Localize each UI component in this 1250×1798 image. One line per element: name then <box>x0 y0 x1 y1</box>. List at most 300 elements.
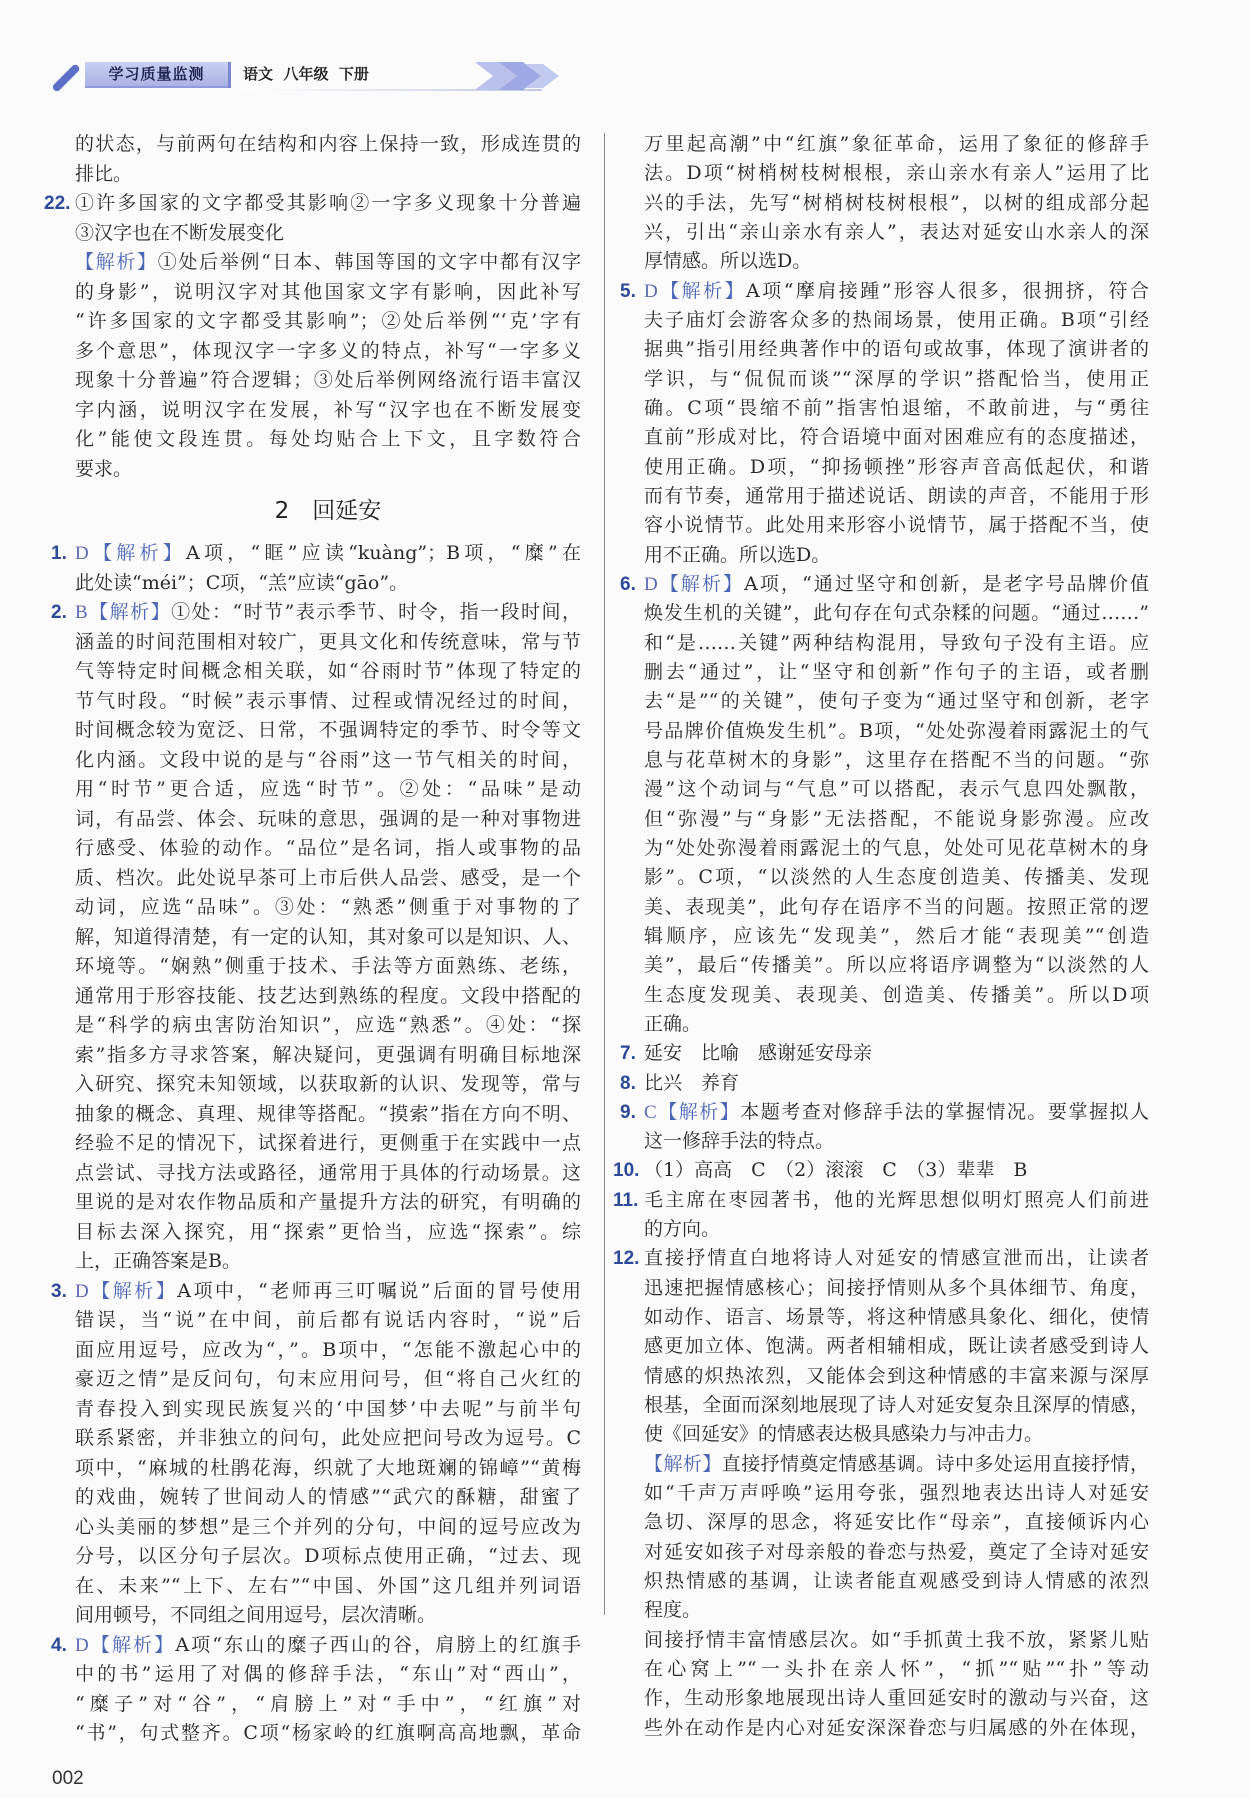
text-line <box>75 1483 581 1513</box>
line-content: 炽热情感的基调，让读者能直观感受到诗人情感的浓烈 <box>644 1570 1149 1593</box>
line-text <box>75 455 581 485</box>
analysis-tag: 【解析】 <box>75 251 158 273</box>
line-text <box>75 425 581 455</box>
text-line <box>613 1156 1149 1185</box>
text-line <box>75 1395 581 1425</box>
text-line <box>75 687 581 717</box>
line-text <box>644 365 1149 394</box>
text-line <box>644 893 1149 922</box>
text-line <box>620 1039 1149 1068</box>
item-number: 2. <box>51 602 67 623</box>
answer-item <box>51 1631 581 1749</box>
series-label: 学习质量监测 <box>85 62 228 88</box>
line-content: 直接抒情奠定情感基调。诗中多处运用直接抒情， <box>721 1452 1149 1475</box>
line-text <box>644 1626 1149 1655</box>
line-text <box>75 1336 581 1366</box>
line-content: 上，正确答案是B。 <box>75 1250 241 1272</box>
line-content: 据典”指引用经典著作中的语句或故事，体现了演讲者的 <box>644 338 1149 361</box>
page-number: 002 <box>52 1768 84 1789</box>
line-content: 字内涵，说明汉字在发展，补写“汉字也在不断发展变 <box>75 398 581 421</box>
item-number: 5. <box>620 280 636 302</box>
line-text <box>644 629 1149 658</box>
line-text <box>75 307 581 337</box>
text-line <box>75 775 581 805</box>
text-line <box>75 307 581 337</box>
text-line <box>75 982 581 1012</box>
text-line <box>75 1572 581 1602</box>
text-line <box>613 1244 1149 1273</box>
text-line <box>644 130 1149 159</box>
answer-item <box>44 189 581 248</box>
line-text <box>75 569 581 599</box>
text-line <box>644 1450 1149 1479</box>
text-line <box>644 746 1149 775</box>
text-line <box>644 1010 1149 1039</box>
line-content: 的方向。 <box>644 1218 721 1241</box>
answer-item <box>613 1186 1149 1245</box>
text-line <box>75 366 581 396</box>
text-line <box>75 716 581 746</box>
text-line <box>644 834 1149 863</box>
line-text <box>75 1159 581 1189</box>
line-content: A项，“通过坚守和创新，是老字号品牌价值 <box>744 572 1149 595</box>
text-line <box>644 218 1149 247</box>
line-content: 现象十分普遍”符合逻辑；③处后举例网络流行语丰富汉 <box>75 369 581 391</box>
text-line <box>644 541 1149 570</box>
line-text <box>644 746 1149 775</box>
line-text <box>75 248 581 278</box>
line-text <box>75 1100 581 1130</box>
line-content: 抽象的概念、真理、规律等搭配。“摸索”指在方向不明、 <box>75 1102 581 1125</box>
line-text <box>644 1714 1149 1743</box>
line-text <box>644 1420 1149 1449</box>
line-text <box>75 160 581 190</box>
text-line <box>75 1306 581 1336</box>
line-text <box>644 277 1149 306</box>
chevrons-icon <box>475 58 565 94</box>
line-content: 索”指多方寻求答案，解决疑问，更强调有明确目标地深 <box>75 1043 581 1066</box>
text-line <box>75 455 581 485</box>
line-content: 项中，“麻城的杜鹃花海，织就了大地斑斓的锦嶂”“黄梅 <box>75 1456 581 1479</box>
line-content: 为“处处弥漫着雨露泥土的气息，处处可见花草树木的身 <box>644 836 1149 859</box>
line-content: 词，有品尝、体会、玩味的意思，强调的是一种对事物进 <box>75 807 581 830</box>
line-content: 要求。 <box>75 457 133 480</box>
line-content: 青春投入到实现民族复兴的‘中国梦’中去呢”与前半句 <box>75 1397 581 1420</box>
text-line <box>75 1129 581 1159</box>
text-line <box>51 1631 581 1661</box>
answer-paragraph <box>75 130 581 189</box>
line-content: 的状态，与前两句在结构和内容上保持一致，形成连贯的 <box>75 133 581 155</box>
line-content: ①处：“时节”表示季节、时令，指一段时间， <box>171 601 581 623</box>
analysis-tag: 【解析】 <box>88 542 186 564</box>
line-text <box>75 1011 581 1041</box>
line-text <box>75 598 581 628</box>
line-content: 入研究、探究未知领域，以获取新的认识、发现等，常与 <box>75 1073 581 1095</box>
line-text <box>75 1306 581 1336</box>
line-text <box>75 337 581 367</box>
line-content: 气等特定时间概念相关联，如“谷雨时节”体现了特定的 <box>75 660 581 682</box>
line-content: 豪迈之情”是反问句，句末应用问号，但“将自己火红的 <box>75 1368 581 1390</box>
line-content: 间用顿号，不同组之间用逗号，层次清晰。 <box>75 1604 437 1626</box>
line-text <box>75 1719 581 1749</box>
text-line <box>75 923 581 953</box>
line-text <box>75 775 581 805</box>
line-content: 确。C项“畏缩不前”指害怕退缩，不敢前进，与“勇往 <box>644 396 1149 419</box>
line-content: 毛主席在枣园著书，他的光辉思想似明灯照亮人们前进 <box>644 1188 1149 1211</box>
text-line <box>75 1100 581 1130</box>
text-line <box>644 1567 1149 1596</box>
line-content: 和“是……关键”两种结构混用，导致句子没有主语。应 <box>644 631 1149 654</box>
text-line <box>644 1127 1149 1156</box>
line-content: 学识，与“侃侃而谈”“深厚的学识”搭配恰当，使用正 <box>644 367 1149 390</box>
line-content: A项“摩肩接踵”形容人很多，很拥挤，符合 <box>746 279 1149 302</box>
text-line <box>644 1538 1149 1567</box>
text-line <box>51 539 581 569</box>
line-content: 根基，全面而深刻地展现了诗人对延安复杂且深厚的情感， <box>644 1394 1149 1417</box>
text-line <box>75 1159 581 1189</box>
line-content: 些外在动作是内心对延安深深眷恋与归属感的外在体现， <box>644 1716 1149 1739</box>
line-content: 节气时段。“时候”表示事情、过程或情况经过的时间， <box>75 689 581 712</box>
item-number: 11. <box>613 1189 639 1211</box>
line-text <box>75 1277 581 1307</box>
line-text <box>644 335 1149 364</box>
line-content: 正确。 <box>644 1012 702 1035</box>
analysis-tag: 【解析】 <box>657 279 747 302</box>
line-text <box>75 952 581 982</box>
analysis-tag: 【解析】 <box>657 572 745 595</box>
line-text <box>644 1244 1149 1273</box>
line-content: 在心窝上”“一头扑在亲人怀”，“抓”“贴”“扑”等动 <box>644 1658 1149 1681</box>
line-text <box>644 306 1149 335</box>
line-text <box>75 1660 581 1690</box>
line-content: 影”。C项，“以淡然的人生态度创造美、传播美、发现 <box>644 866 1149 889</box>
line-text <box>75 278 581 308</box>
text-line <box>75 657 581 687</box>
line-content: 厚情感。所以选D。 <box>644 250 812 273</box>
line-content: A项，“眶”应读“kuàng”；B项，“糜”在 <box>186 542 581 564</box>
answer-item <box>620 1098 1149 1157</box>
text-line <box>644 453 1149 482</box>
pen-icon <box>51 63 81 93</box>
line-text <box>644 394 1149 423</box>
text-line <box>75 248 581 278</box>
line-text <box>75 1247 581 1277</box>
line-content: 生态度发现美、表现美、创造美、传播美”。所以D项 <box>644 983 1149 1006</box>
analysis-tag: 【解析】 <box>88 1279 178 1302</box>
text-line <box>620 1069 1149 1098</box>
line-text <box>75 366 581 396</box>
line-content: 面应用逗号，应改为“，”。B项中，“怎能不激起心中的 <box>75 1338 581 1361</box>
line-text <box>644 1479 1149 1508</box>
line-text <box>75 746 581 776</box>
text-line <box>644 247 1149 276</box>
line-content: 直前”形成对比，符合语境中面对困难应有的态度描述， <box>644 426 1149 449</box>
line-content: 的戏曲，婉转了世间动人的情感”“武穴的酥糖，甜蜜了 <box>75 1486 581 1508</box>
line-content: 容小说情节。此处用来形容小说情节，属于搭配不当，使 <box>644 514 1149 537</box>
text-line <box>75 1719 581 1749</box>
text-line <box>75 1011 581 1041</box>
line-text <box>644 1303 1149 1332</box>
text-line <box>75 1601 581 1631</box>
line-content: 化内涵。文段中说的是与“谷雨”这一节气相关的时间， <box>75 748 581 771</box>
text-line <box>75 628 581 658</box>
line-content: 焕发生机的关键”，此句存在句式杂糅的问题。“通过……” <box>644 602 1149 625</box>
line-text <box>644 1274 1149 1303</box>
text-line <box>644 775 1149 804</box>
subject-grade-volume: 语文 八年级 下册 <box>243 65 369 83</box>
line-content: 时间概念较为宽泛、日常，不强调特定的季节、时令等文 <box>75 719 581 741</box>
text-line <box>75 952 581 982</box>
answer-item <box>51 1277 581 1631</box>
line-text <box>644 570 1149 599</box>
item-number: 4. <box>51 1634 67 1656</box>
line-content: 漫”这个动词与“气息”可以搭配，表示气息四处飘散， <box>644 778 1149 801</box>
text-line <box>44 189 581 219</box>
text-line <box>75 337 581 367</box>
answer-choice: C <box>644 1101 657 1123</box>
line-content: “许多国家的文字都受其影响”；②处后举例“‘克’字有 <box>75 310 581 332</box>
line-text <box>75 130 581 160</box>
text-line <box>620 277 1149 306</box>
text-line <box>644 1391 1149 1420</box>
line-text <box>75 864 581 894</box>
line-text <box>644 1215 1149 1244</box>
text-line <box>644 981 1149 1010</box>
line-content: 心头美丽的梦想”是三个并列的分句，中间的逗号应改为 <box>75 1515 581 1538</box>
text-line <box>75 1424 581 1454</box>
line-text <box>75 1365 581 1395</box>
analysis-tag: 【解析】 <box>87 601 172 623</box>
line-text <box>644 1098 1149 1127</box>
line-content: 直接抒情直白地将诗人对延安的情感宣泄而出，让读者 <box>644 1247 1149 1270</box>
line-content: 排比。 <box>75 162 133 185</box>
left-column <box>44 130 581 1749</box>
text-line <box>644 1332 1149 1361</box>
line-content: 情感的炽热浓烈，又能体会到这种情感的丰富来源与深厚 <box>644 1364 1149 1387</box>
text-line <box>75 1218 581 1248</box>
line-content: 涵盖的时间范围相对较广，更具文化和传统意味，常与节 <box>75 630 581 653</box>
answer-choice: D <box>644 280 658 302</box>
line-content: 辑顺序，应该先“发现美”，然后才能“表现美”“创造 <box>644 924 1149 947</box>
line-text <box>644 453 1149 482</box>
line-content: 息与花草树木的身影”，这里存在搭配不当的问题。“弥 <box>644 748 1149 771</box>
text-line <box>644 863 1149 892</box>
text-line <box>644 159 1149 188</box>
right-column <box>613 130 1149 1743</box>
text-line <box>75 893 581 923</box>
text-line <box>644 423 1149 452</box>
line-text <box>644 951 1149 980</box>
text-line <box>75 805 581 835</box>
answer-item <box>620 277 1149 570</box>
text-line <box>644 306 1149 335</box>
text-line <box>620 570 1149 599</box>
answer-item <box>613 1156 1149 1185</box>
text-line <box>75 1542 581 1572</box>
line-text <box>644 1039 1149 1068</box>
line-text <box>75 1070 581 1100</box>
line-content: 是“科学的病虫害防治知识”，应选“熟悉”。④处：“探 <box>75 1014 581 1036</box>
line-content: 使用正确。D项，“抑扬顿挫”形容声音高低起伏，和谐 <box>644 455 1149 478</box>
line-content: 点尝试、寻找方法或路径，通常用于具体的行动场景。这 <box>75 1161 581 1184</box>
line-content: 这一修辞手法的特点。 <box>644 1130 835 1153</box>
line-content: 多个意思”，体现汉字一字多义的特点，补写“一字多义 <box>75 339 581 362</box>
line-text <box>75 1041 581 1071</box>
line-content: 作，生动形象地展现出诗人重回延安时的激动与兴奋，这 <box>644 1687 1149 1710</box>
text-line <box>75 396 581 426</box>
text-line <box>75 864 581 894</box>
line-content: “书”，句式整齐。C项“杨家岭的红旗啊高高地飘，革命 <box>75 1722 581 1744</box>
line-content: 质、档次。此处说早茶可上市后供人品尝、感受，是一个 <box>75 866 581 889</box>
line-content: 美”，最后“传播美”。所以应将语序调整为“以淡然的人 <box>644 954 1149 977</box>
line-content: ①许多国家的文字都受其影响②一字多义现象十分普遍 <box>75 192 581 214</box>
line-content: 解，知道得清楚，有一定的认知，其对象可以是知识、人、 <box>75 925 581 948</box>
text-line <box>644 189 1149 218</box>
line-content: 如动作、语言、场景等，将这种情感具象化、细化，使情 <box>644 1306 1149 1329</box>
line-text <box>644 130 1149 159</box>
text-line <box>644 1684 1149 1713</box>
line-text <box>644 1567 1149 1596</box>
line-content: 经验不足的情况下，试探着进行，更侧重于在实践中一点 <box>75 1132 581 1154</box>
text-line <box>75 219 581 249</box>
answer-paragraph <box>644 130 1149 277</box>
running-header <box>52 56 572 96</box>
text-line <box>644 687 1149 716</box>
line-text <box>75 923 581 953</box>
line-content: 夫子庙灯会游客众多的热闹场景，使用正确。B项“引经 <box>644 308 1149 331</box>
line-text <box>644 1508 1149 1537</box>
line-content: 如“千声万声呼唤”运用夸张，强烈地表达出诗人对延安 <box>644 1482 1149 1505</box>
line-text <box>75 1601 581 1631</box>
answer-item <box>51 539 581 598</box>
line-text <box>644 218 1149 247</box>
line-content: 联系紧密，并非独立的问句，此处应把问号改为逗号。C <box>75 1427 581 1449</box>
line-content: 删去“通过”，让“坚守和创新”作句子的主语，或者删 <box>644 660 1149 683</box>
line-text <box>644 159 1149 188</box>
line-text <box>644 1450 1149 1479</box>
line-text <box>75 1424 581 1454</box>
line-text <box>644 805 1149 834</box>
line-content: 法。D项“树梢树枝树根根，亲山亲水有亲人”运用了比 <box>644 162 1149 185</box>
text-line <box>644 1596 1149 1625</box>
text-line <box>51 1277 581 1307</box>
text-line <box>644 1420 1149 1449</box>
line-content: 对延安如孩子对母亲般的眷恋与热爱，奠定了全诗对延安 <box>644 1540 1149 1563</box>
line-text <box>644 1391 1149 1420</box>
line-text <box>75 1129 581 1159</box>
answer-choice: D <box>75 1280 89 1302</box>
text-line <box>75 1070 581 1100</box>
analysis-tag: 【解析】 <box>88 1633 176 1656</box>
line-content: 动词，应选“品味”。③处：“熟悉”侧重于对事物的了 <box>75 896 581 918</box>
text-line <box>644 599 1149 628</box>
line-content: 化”能使文段连贯。每处均贴合上下文，且字数符合 <box>75 428 581 450</box>
text-line <box>51 598 581 628</box>
line-content: 去“是”“的关键”，使句子变为“通过坚守和创新，老字 <box>644 690 1149 713</box>
line-content: A项中，“老师再三叮嘱说”后面的冒号使用 <box>177 1279 581 1302</box>
line-text <box>75 657 581 687</box>
text-line <box>75 834 581 864</box>
line-content: ①处后举例“日本、韩国等国的文字中都有汉字 <box>157 251 581 273</box>
line-text <box>75 219 581 249</box>
line-content: 错误，当“说”在中间，前后都有说话内容时，“说”后 <box>75 1309 581 1331</box>
line-text <box>75 1218 581 1248</box>
line-content: ③汉字也在不断发展变化 <box>75 221 285 244</box>
text-line <box>613 1186 1149 1215</box>
line-text <box>644 717 1149 746</box>
text-line <box>75 1660 581 1690</box>
item-number: 6. <box>620 573 636 595</box>
line-text <box>644 247 1149 276</box>
text-line <box>644 717 1149 746</box>
line-text <box>644 1596 1149 1625</box>
text-line <box>644 482 1149 511</box>
answer-choice: D <box>644 573 658 595</box>
line-text <box>644 423 1149 452</box>
item-number: 12. <box>613 1248 640 1270</box>
text-line <box>75 1690 581 1720</box>
line-text <box>644 482 1149 511</box>
line-content: 兴的手法，先写“树梢树枝树根根”，以树的组成部分起 <box>644 191 1149 214</box>
line-content: 比兴 养育 <box>644 1071 740 1094</box>
line-text <box>644 189 1149 218</box>
line-text <box>644 541 1149 570</box>
text-line <box>75 130 581 160</box>
section-heading: 2 回延安 <box>274 498 382 524</box>
line-text <box>75 1395 581 1425</box>
line-content: 在、未来”“上下、左右”“中国、外国”这几组并列词语 <box>75 1574 581 1597</box>
answer-item <box>620 570 1149 1039</box>
item-number: 22. <box>44 193 71 214</box>
line-text <box>644 1655 1149 1684</box>
line-text <box>644 1010 1149 1039</box>
line-text <box>644 1069 1149 1098</box>
text-line <box>75 1336 581 1366</box>
line-content: 中的书”运用了对偶的修辞手法，“东山”对“西山”， <box>75 1663 581 1685</box>
answer-item <box>620 1069 1149 1098</box>
line-content: 本题考查对修辞手法的掌握情况。要掌握拟人 <box>740 1100 1149 1123</box>
text-line <box>644 365 1149 394</box>
line-text <box>75 834 581 864</box>
text-line <box>75 1041 581 1071</box>
item-number: 7. <box>620 1043 636 1065</box>
text-line <box>644 922 1149 951</box>
text-line <box>644 1626 1149 1655</box>
line-content: 兴，引出“亲山亲水有亲人”，表达对延安山水亲人的深 <box>644 220 1149 243</box>
analysis-tag: 【解析】 <box>644 1452 722 1475</box>
line-content: 环境等。“娴熟”侧重于技术、手法等方面熟练、老练， <box>75 955 581 977</box>
line-content: 目标去深入探究，用“探索”更恰当，应选“探索”。综 <box>75 1220 581 1243</box>
line-content: 但“弥漫”与“身影”无法搭配，不能说身影弥漫。应改 <box>644 807 1149 830</box>
text-line <box>75 1188 581 1218</box>
text-line <box>75 160 581 190</box>
line-text <box>75 982 581 1012</box>
answer-item <box>620 1039 1149 1068</box>
line-content: 用“时节”更合适，应选“时节”。②处：“品味”是动 <box>75 778 581 800</box>
answer-choice: D <box>75 543 89 564</box>
text-line <box>644 1303 1149 1332</box>
line-text <box>75 1483 581 1513</box>
line-text <box>644 1684 1149 1713</box>
text-line <box>75 1365 581 1395</box>
text-line <box>644 335 1149 364</box>
line-text <box>75 539 581 569</box>
line-text <box>644 981 1149 1010</box>
line-content: 用不正确。所以选D。 <box>644 543 831 566</box>
line-text <box>75 1631 581 1661</box>
line-text <box>75 1690 581 1720</box>
line-text <box>75 1513 581 1543</box>
